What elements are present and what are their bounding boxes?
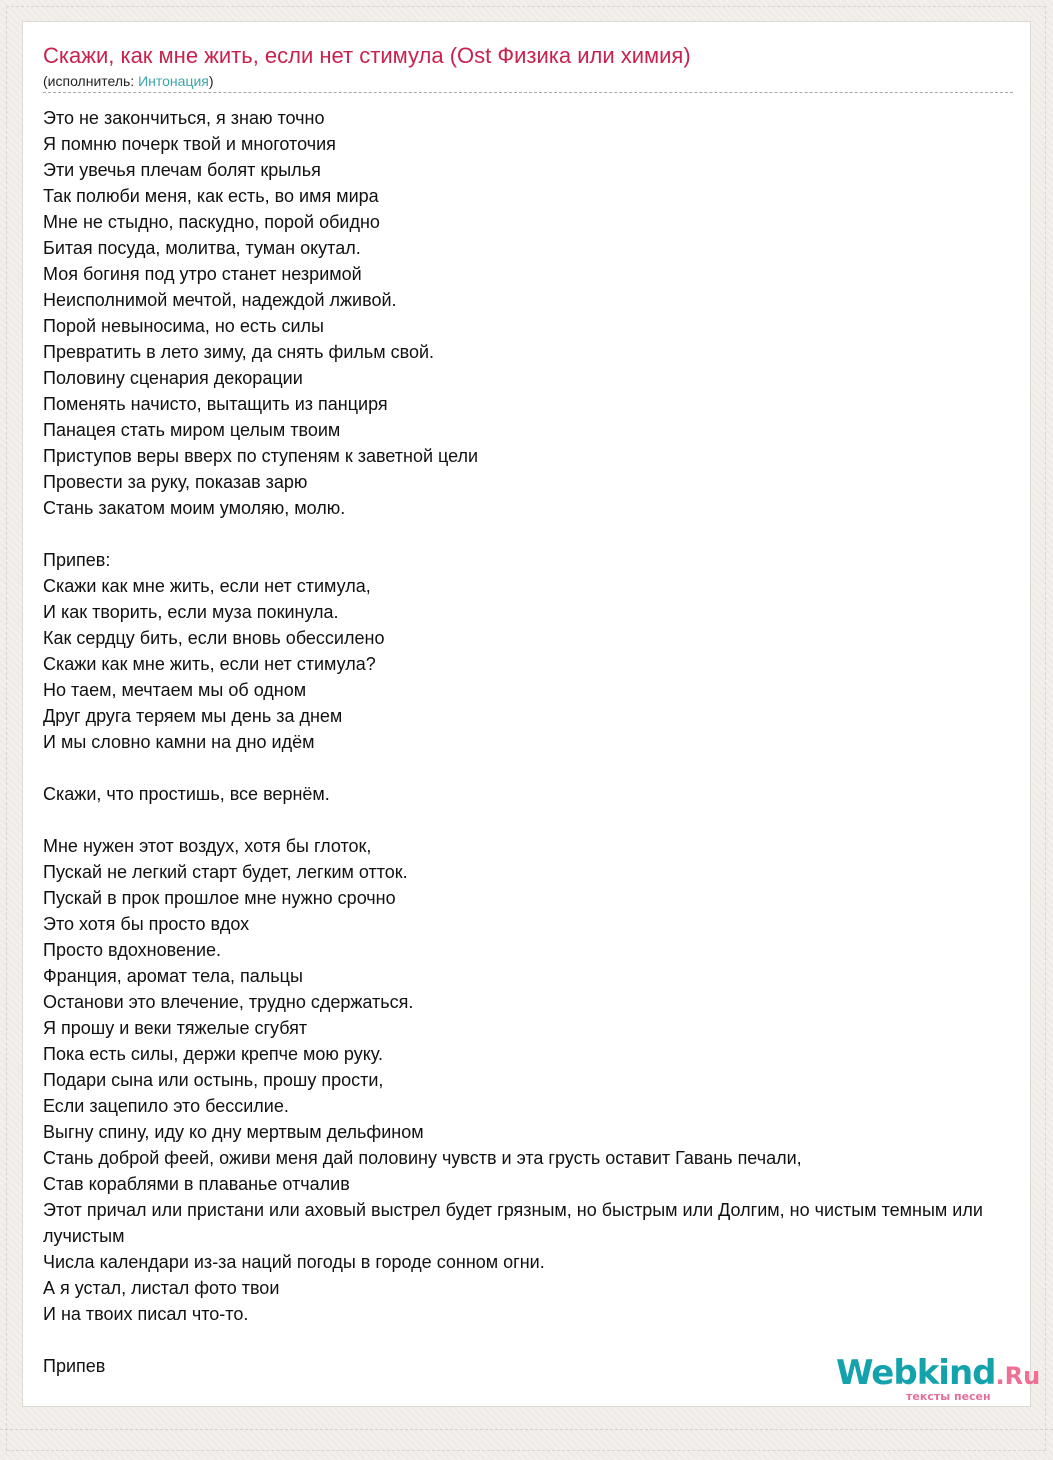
bottom-divider: [0, 1429, 1053, 1430]
lyric-line: Это не закончиться, я знаю точно: [43, 108, 325, 128]
lyric-line: Этот причал или пристани или аховый выстрел будет грязным, но быстрым или Долгим, но чистым темным или лучистым: [43, 1200, 983, 1246]
lyric-line: Эти увечья плечам болят крылья: [43, 160, 321, 180]
lyric-line: Припев:: [43, 550, 111, 570]
lyric-line: Став кораблями в плаванье отчалив: [43, 1174, 350, 1194]
lyric-line: Поменять начисто, вытащить из панциря: [43, 394, 388, 414]
lyric-line: Приступов веры вверх по ступеням к заветной цели: [43, 446, 479, 466]
lyric-line: Просто вдохновение.: [43, 940, 222, 960]
lyric-line: [43, 1327, 1053, 1353]
lyric-line: Мне не стыдно, паскудно, порой обидно: [43, 212, 380, 232]
logo-wordmark: [836, 1353, 1041, 1393]
lyric-line: Выгну спину, иду ко дну мертвым дельфином: [43, 1122, 424, 1142]
lyric-line: А я устал, листал фото твои: [43, 1278, 280, 1298]
lyric-line: Пускай в прок прошлое мне нужно срочно: [43, 888, 396, 908]
lyric-line: Останови это влечение, трудно сдержаться.: [43, 992, 414, 1012]
lyric-line: Это хотя бы просто вдох: [43, 914, 250, 934]
lyric-line: Неисполнимой мечтой, надеждой лживой.: [43, 290, 397, 310]
lyric-line: Припев: [43, 1356, 106, 1376]
artist-line: [43, 73, 214, 90]
lyric-line: [43, 521, 1053, 547]
lyric-line: Панацея стать миром целым твоим: [43, 420, 341, 440]
lyric-line: Франция, аромат тела, пальцы: [43, 966, 303, 986]
lyric-line: Моя богиня под утро станет незримой: [43, 264, 362, 284]
lyric-line: И мы словно камни на дно идём: [43, 732, 315, 752]
webkind-logo[interactable]: [836, 1353, 1041, 1404]
lyric-line: Но таем, мечтаем мы об одном: [43, 680, 307, 700]
lyric-line: Стань закатом моим умоляю, молю.: [43, 498, 346, 518]
lyric-line: И как творить, если муза покинула.: [43, 602, 339, 622]
lyric-line: Скажи как мне жить, если нет стимула?: [43, 654, 376, 674]
song-title: Скажи, как мне жить, если нет стимула (Ost Физика или химия): [43, 43, 691, 68]
logo-tld: .Ru: [995, 1362, 1041, 1390]
lyric-line: Друг друга теряем мы день за днем: [43, 706, 343, 726]
lyric-line: Половину сценария декорации: [43, 368, 303, 388]
lyric-line: Порой невыносима, но есть силы: [43, 316, 324, 336]
lyric-line: [43, 807, 1053, 833]
lyric-line: Если зацепило это бессилие.: [43, 1096, 289, 1116]
divider: [43, 92, 1013, 93]
artist-link[interactable]: Интонация: [138, 73, 209, 89]
lyric-line: Скажи как мне жить, если нет стимула,: [43, 576, 371, 596]
artist-prefix: (исполнитель:: [43, 73, 139, 89]
lyric-line: И на твоих писал что-то.: [43, 1304, 249, 1324]
lyric-line: Так полюби меня, как есть, во имя мира: [43, 186, 379, 206]
lyric-line: Я помню почерк твой и многоточия: [43, 134, 336, 154]
lyric-line: Числа календари из-за наций погоды в городе сонном огни.: [43, 1252, 545, 1272]
logo-name: Webkind: [836, 1353, 996, 1393]
lyric-line: Превратить в лето зиму, да снять фильм свой.: [43, 342, 435, 362]
lyric-line: Стань доброй феей, оживи меня дай половину чувств и эта грусть оставит Гавань печали,: [43, 1148, 802, 1168]
lyric-line: Скажи, что простишь, все вернём.: [43, 784, 330, 804]
lyric-line: [43, 755, 1053, 781]
lyric-line: Подари сына или остынь, прошу прости,: [43, 1070, 384, 1090]
lyric-line: Пока есть силы, держи крепче мою руку.: [43, 1044, 383, 1064]
lyric-line: Пускай не легкий старт будет, легким отток.: [43, 862, 408, 882]
artist-suffix: ): [208, 73, 214, 89]
lyric-line: Я прошу и веки тяжелые сгубят: [43, 1018, 308, 1038]
lyric-line: Как сердцу бить, если вновь обессилено: [43, 628, 385, 648]
lyric-line: Битая посуда, молитва, туман окутал.: [43, 238, 361, 258]
lyric-line: Провести за руку, показав зарю: [43, 472, 308, 492]
lyric-line: Мне нужен этот воздух, хотя бы глоток,: [43, 836, 372, 856]
logo-tagline: тексты песен: [906, 1390, 991, 1403]
lyrics-text: [43, 105, 1053, 1379]
